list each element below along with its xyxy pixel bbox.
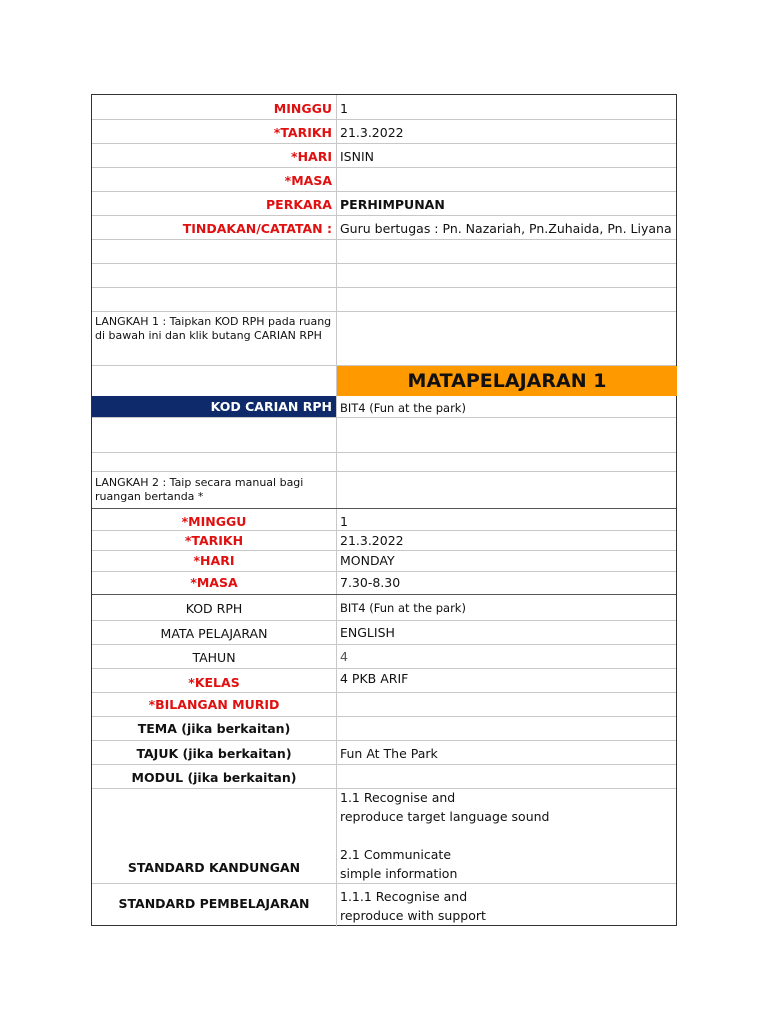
standard-pembelajaran-line[interactable]: 1.1.1 Recognise and bbox=[340, 889, 468, 904]
row-tindakan bbox=[92, 216, 676, 240]
detail-bilangan-murid-label: *BILANGAN MURID bbox=[148, 697, 280, 712]
row-perkara bbox=[92, 192, 676, 216]
minggu-label: MINGGU bbox=[273, 101, 332, 116]
detail-mata-pelajaran-label: MATA PELAJARAN bbox=[160, 626, 268, 641]
empty-row bbox=[92, 288, 676, 312]
standard-kandungan-line[interactable]: 2.1 Communicate bbox=[340, 847, 452, 862]
row-minggu bbox=[92, 95, 676, 120]
row-detail-hari bbox=[92, 551, 676, 572]
detail-hari-value[interactable]: MONDAY bbox=[340, 553, 395, 568]
row-detail-minggu bbox=[92, 509, 676, 531]
tindakan-value[interactable]: Guru bertugas : Pn. Nazariah, Pn.Zuhaida, Pn. Liyana bbox=[340, 221, 672, 236]
row-detail-modul bbox=[92, 765, 676, 789]
empty-row bbox=[92, 453, 676, 472]
perkara-label: PERKARA bbox=[266, 197, 332, 212]
detail-hari-label: *HARI bbox=[193, 553, 235, 568]
perkara-value[interactable]: PERHIMPUNAN bbox=[340, 197, 445, 212]
tarikh-value[interactable]: 21.3.2022 bbox=[340, 125, 404, 140]
row-standard-kandungan bbox=[92, 789, 676, 884]
row-detail-kod-rph bbox=[92, 595, 676, 621]
row-matapelajaran bbox=[92, 366, 676, 396]
detail-tahun-value[interactable]: 4 bbox=[340, 649, 348, 664]
row-langkah-1 bbox=[92, 312, 676, 366]
row-tarikh bbox=[92, 120, 676, 144]
matapelajaran-title: MATAPELAJARAN 1 bbox=[407, 370, 607, 392]
row-standard-pembelajaran bbox=[92, 884, 676, 927]
detail-tajuk-value[interactable]: Fun At The Park bbox=[340, 746, 438, 761]
detail-tajuk-label: TAJUK (jika berkaitan) bbox=[136, 746, 292, 761]
rph-sheet bbox=[91, 94, 677, 926]
row-detail-kelas bbox=[92, 669, 676, 693]
standard-pembelajaran-label: STANDARD PEMBELAJARAN bbox=[118, 896, 310, 911]
tarikh-label: *TARIKH bbox=[273, 125, 332, 140]
hari-label: *HARI bbox=[291, 149, 332, 164]
standard-kandungan-label: STANDARD KANDUNGAN bbox=[127, 860, 301, 875]
row-hari bbox=[92, 144, 676, 168]
detail-minggu-value[interactable]: 1 bbox=[340, 514, 348, 529]
row-kod-carian bbox=[92, 396, 676, 418]
kod-carian-input[interactable]: BIT4 (Fun at the park) bbox=[340, 401, 466, 415]
standard-kandungan-line[interactable]: 1.1 Recognise and bbox=[340, 790, 456, 805]
row-detail-mata-pelajaran bbox=[92, 621, 676, 645]
detail-tarikh-value[interactable]: 21.3.2022 bbox=[340, 533, 404, 548]
row-detail-bilangan-murid bbox=[92, 693, 676, 717]
detail-tema-label: TEMA (jika berkaitan) bbox=[137, 721, 291, 736]
standard-kandungan-line[interactable]: simple information bbox=[340, 866, 458, 881]
empty-row bbox=[92, 418, 676, 453]
detail-masa-label: *MASA bbox=[190, 575, 238, 590]
detail-mata-pelajaran-value[interactable]: ENGLISH bbox=[340, 625, 395, 640]
detail-tahun-label: TAHUN bbox=[192, 650, 236, 665]
masa-label: *MASA bbox=[284, 173, 332, 188]
empty-row bbox=[92, 264, 676, 288]
hari-value[interactable]: ISNIN bbox=[340, 149, 375, 164]
row-detail-tema bbox=[92, 717, 676, 741]
langkah-1-instruction: LANGKAH 1 : Taipkan KOD RPH pada ruang di bawah ini dan klik butang CARIAN RPH bbox=[95, 315, 332, 342]
row-detail-tahun bbox=[92, 645, 676, 669]
row-langkah-2 bbox=[92, 472, 676, 509]
standard-kandungan-line[interactable]: reproduce target language sound bbox=[340, 809, 550, 824]
matapelajaran-banner bbox=[337, 366, 677, 396]
row-masa bbox=[92, 168, 676, 192]
detail-modul-label: MODUL (jika berkaitan) bbox=[131, 770, 297, 785]
minggu-value[interactable]: 1 bbox=[340, 101, 348, 116]
detail-masa-value[interactable]: 7.30-8.30 bbox=[340, 575, 401, 590]
standard-pembelajaran-line[interactable]: reproduce with support bbox=[340, 908, 486, 923]
detail-kelas-value[interactable]: 4 PKB ARIF bbox=[340, 671, 409, 686]
empty-row bbox=[92, 240, 676, 264]
kod-carian-label: KOD CARIAN RPH bbox=[210, 399, 332, 414]
langkah-2-instruction: LANGKAH 2 : Taip secara manual bagi ruangan bertanda * bbox=[95, 476, 304, 503]
detail-kod-rph-value[interactable]: BIT4 (Fun at the park) bbox=[340, 601, 466, 615]
detail-kelas-label: *KELAS bbox=[188, 675, 240, 690]
detail-tarikh-label: *TARIKH bbox=[184, 533, 244, 548]
row-detail-tajuk bbox=[92, 741, 676, 765]
row-detail-masa bbox=[92, 572, 676, 595]
detail-kod-rph-label: KOD RPH bbox=[185, 601, 243, 616]
row-detail-tarikh bbox=[92, 531, 676, 551]
tindakan-label: TINDAKAN/CATATAN : bbox=[182, 221, 332, 236]
kod-carian-header bbox=[92, 396, 336, 417]
detail-minggu-label: *MINGGU bbox=[181, 514, 247, 529]
